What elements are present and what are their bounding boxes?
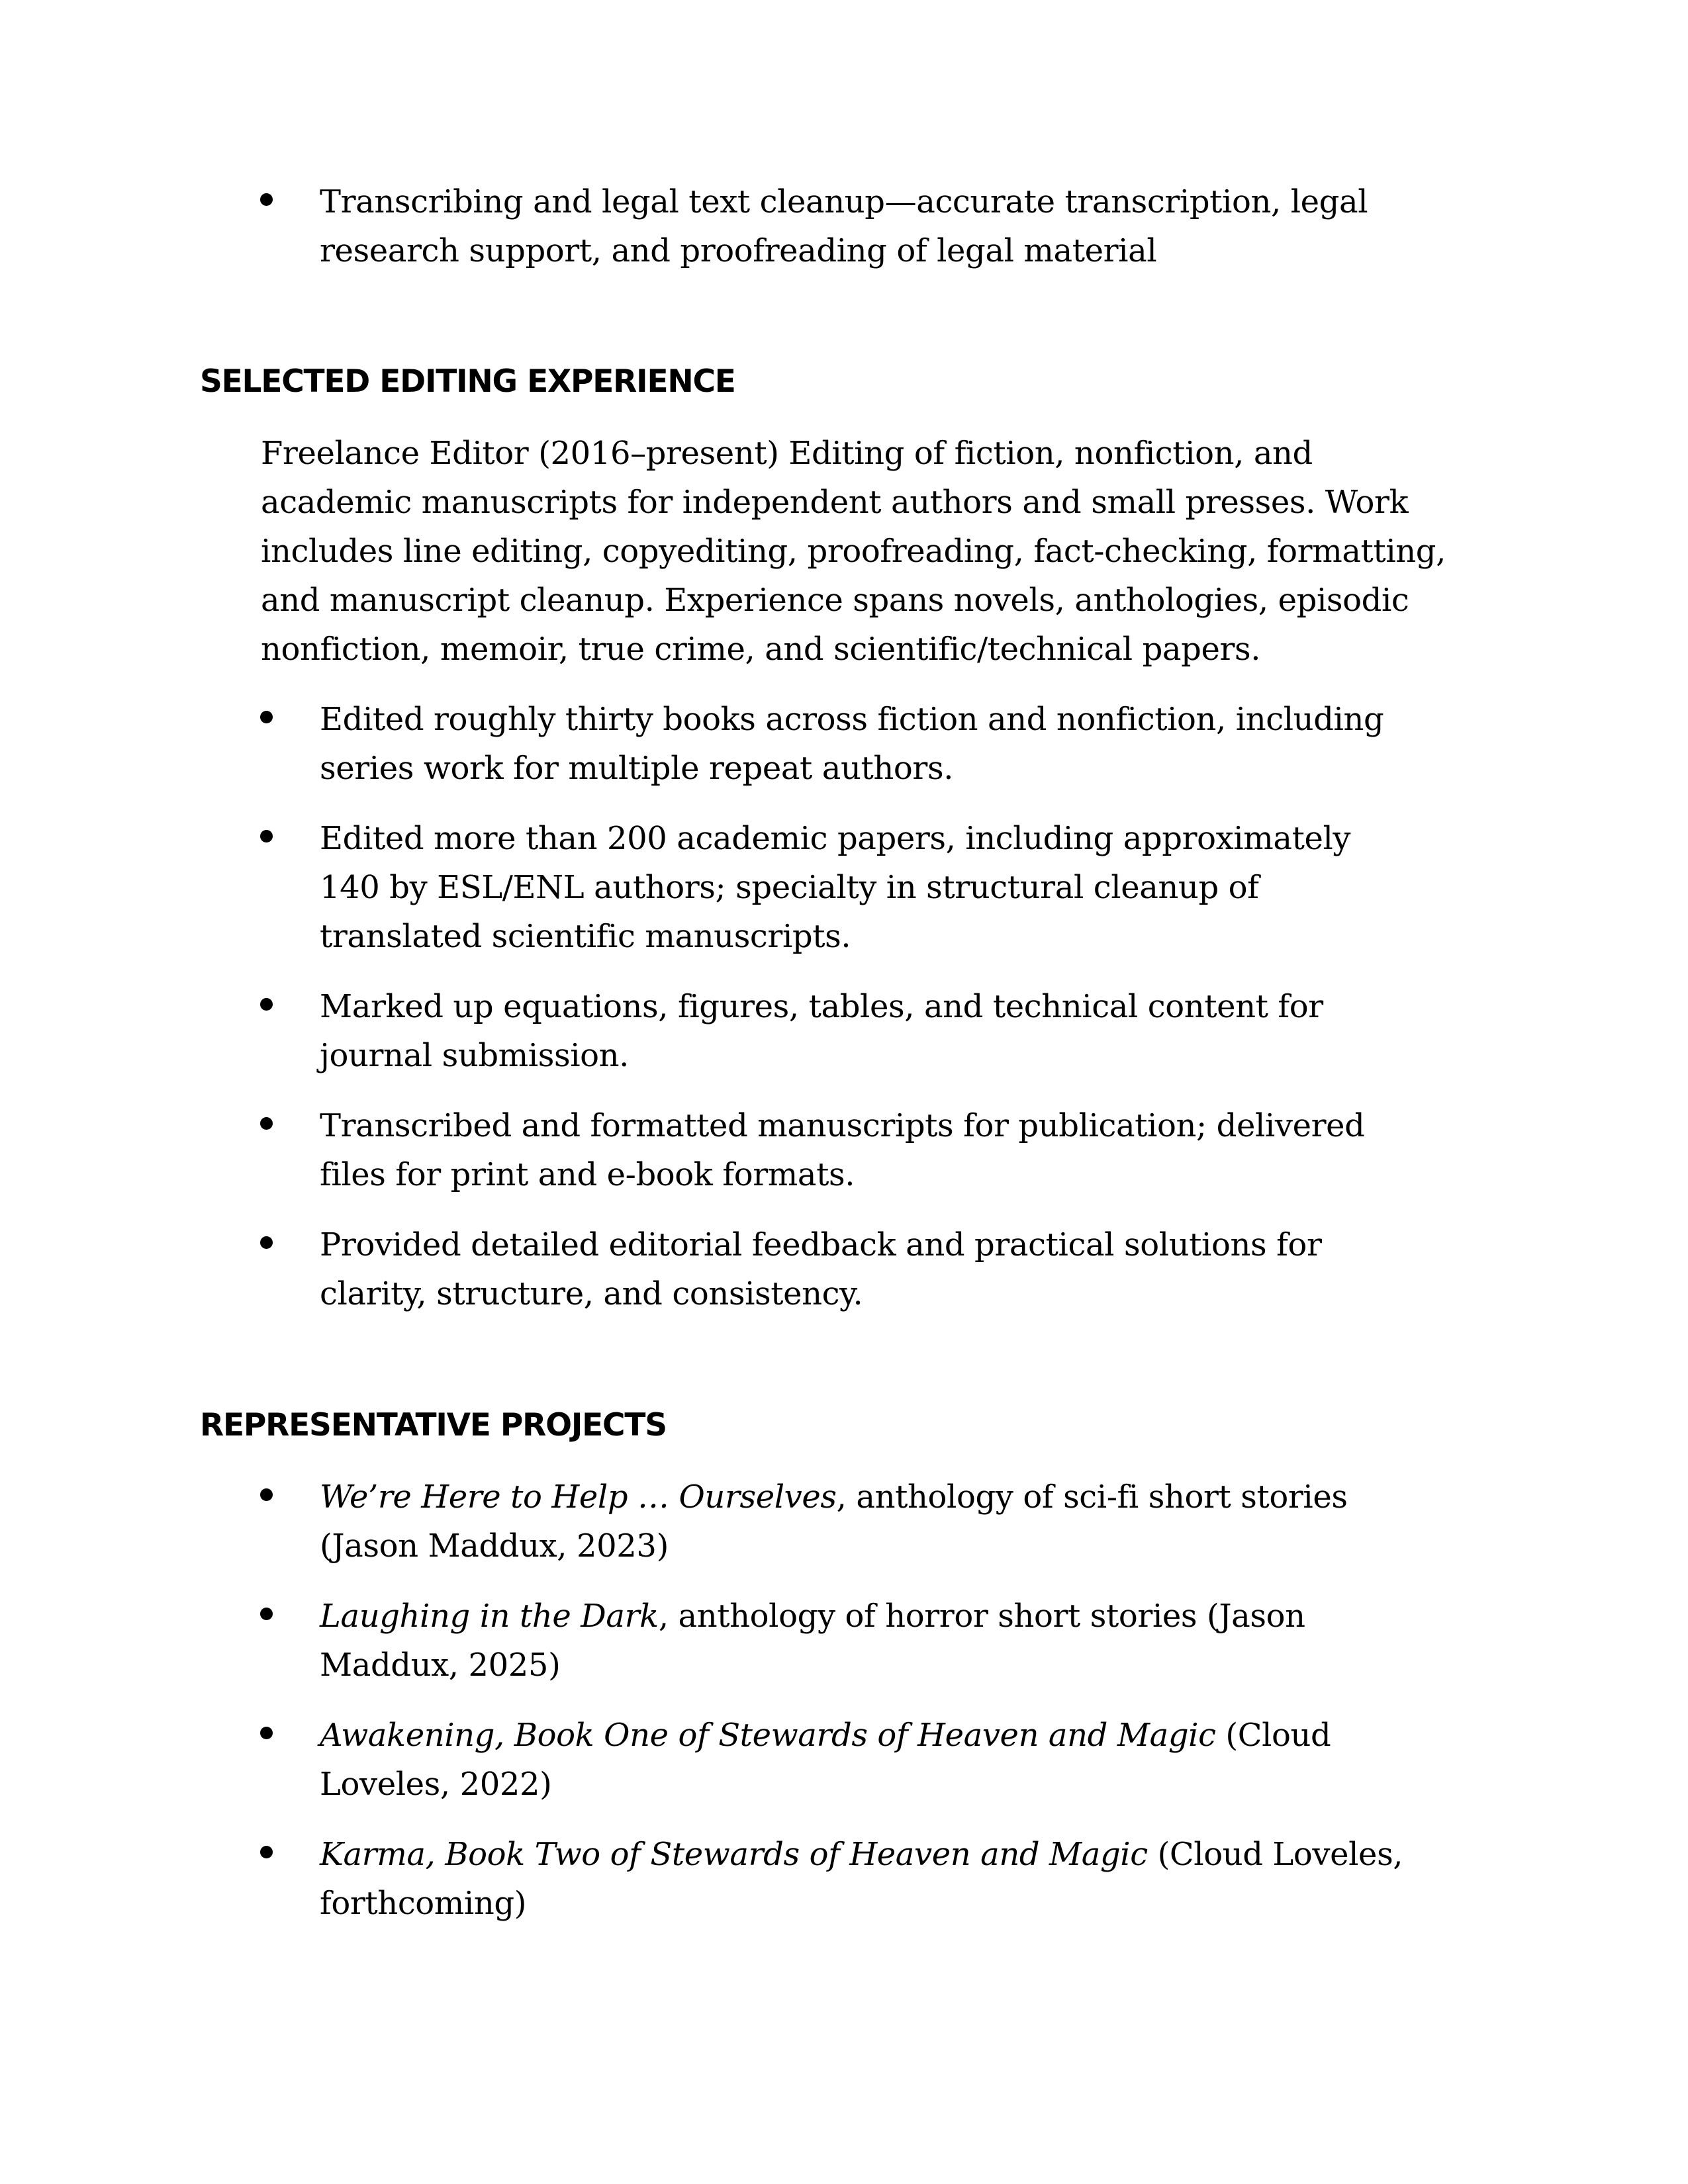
project-item <box>0 1711 1511 1809</box>
bullet-icon <box>260 1608 273 1620</box>
list-item <box>0 695 1511 793</box>
freelance-editor-summary <box>261 429 1446 674</box>
list-item-line <box>320 1711 1511 1760</box>
section-heading-representative-projects: REPRESENTATIVE PROJECTS <box>200 1407 667 1443</box>
list-item-line: clarity, structure, and consistency. <box>320 1275 863 1312</box>
bullet-icon <box>260 193 273 206</box>
project-title: Laughing in the Dark <box>320 1598 659 1635</box>
list-item <box>0 814 1511 961</box>
list-item-line: series work for multiple repeat authors. <box>320 750 954 787</box>
paragraph-line: nonfiction, memoir, true crime, and scientific/technical papers. <box>261 631 1261 668</box>
project-description: (Cloud <box>1215 1717 1331 1754</box>
project-item <box>0 1592 1511 1690</box>
bullet-icon <box>260 1117 273 1130</box>
list-item-line: Marked up equations, figures, tables, and technical content for <box>320 988 1323 1025</box>
list-item-line <box>320 1473 1511 1522</box>
skills-list-continued <box>0 177 1511 296</box>
list-item-line: files for print and e-book formats. <box>320 1156 855 1193</box>
list-item-line <box>320 1830 1511 1879</box>
project-description: , anthology of horror short stories (Jason <box>658 1598 1305 1635</box>
list-item-line: translated scientific manuscripts. <box>320 918 851 955</box>
bullet-icon <box>260 998 273 1011</box>
bullet-icon <box>260 711 273 723</box>
project-credit: forthcoming) <box>320 1885 527 1922</box>
bullet-icon <box>260 1488 273 1501</box>
paragraph-line: and manuscript cleanup. Experience spans novels, anthologies, episodic <box>261 582 1409 619</box>
list-item <box>0 177 1511 275</box>
representative-projects-list <box>0 1473 1511 1949</box>
list-item <box>0 982 1511 1080</box>
paragraph-line: includes line editing, copyediting, proofreading, fact-checking, formatting, <box>261 533 1446 570</box>
list-item-line: 140 by ESL/ENL authors; specialty in structural cleanup of <box>320 869 1259 906</box>
project-item <box>0 1830 1511 1928</box>
project-description: (Cloud Loveles, <box>1147 1836 1403 1873</box>
project-credit: Loveles, 2022) <box>320 1766 552 1803</box>
section-heading-editing-experience: SELECTED EDITING EXPERIENCE <box>200 363 735 400</box>
project-title: Awakening, Book One of Stewards of Heaven and Magic <box>320 1717 1216 1754</box>
project-description: , anthology of sci-fi short stories <box>836 1479 1348 1516</box>
project-title: We’re Here to Help … Ourselves <box>320 1479 837 1516</box>
project-credit: (Jason Maddux, 2023) <box>320 1527 669 1565</box>
list-item-line: Edited more than 200 academic papers, including approximately <box>320 820 1351 857</box>
paragraph-line: Freelance Editor (2016–present) Editing of fiction, nonfiction, and <box>261 435 1313 472</box>
list-item-line: Provided detailed editorial feedback and practical solutions for <box>320 1226 1322 1263</box>
list-item-line: Transcribing and legal text cleanup—accurate transcription, legal <box>320 183 1368 220</box>
bullet-icon <box>260 1846 273 1858</box>
bullet-icon <box>260 1727 273 1739</box>
project-title: Karma, Book Two of Stewards of Heaven and Magic <box>320 1836 1148 1873</box>
editing-experience-list <box>0 695 1511 1340</box>
paragraph-line: academic manuscripts for independent authors and small presses. Work <box>261 484 1409 521</box>
project-item <box>0 1473 1511 1570</box>
list-item <box>0 1220 1511 1318</box>
bullet-icon <box>260 1236 273 1249</box>
list-item-line: Edited roughly thirty books across fiction and nonfiction, including <box>320 701 1384 738</box>
list-item-line <box>320 1592 1511 1641</box>
list-item-line: journal submission. <box>320 1037 630 1074</box>
list-item <box>0 1101 1511 1199</box>
bullet-icon <box>260 830 273 842</box>
list-item-line: research support, and proofreading of legal material <box>320 232 1157 269</box>
list-item-line: Transcribed and formatted manuscripts for publication; delivered <box>320 1107 1365 1144</box>
project-credit: Maddux, 2025) <box>320 1647 561 1684</box>
